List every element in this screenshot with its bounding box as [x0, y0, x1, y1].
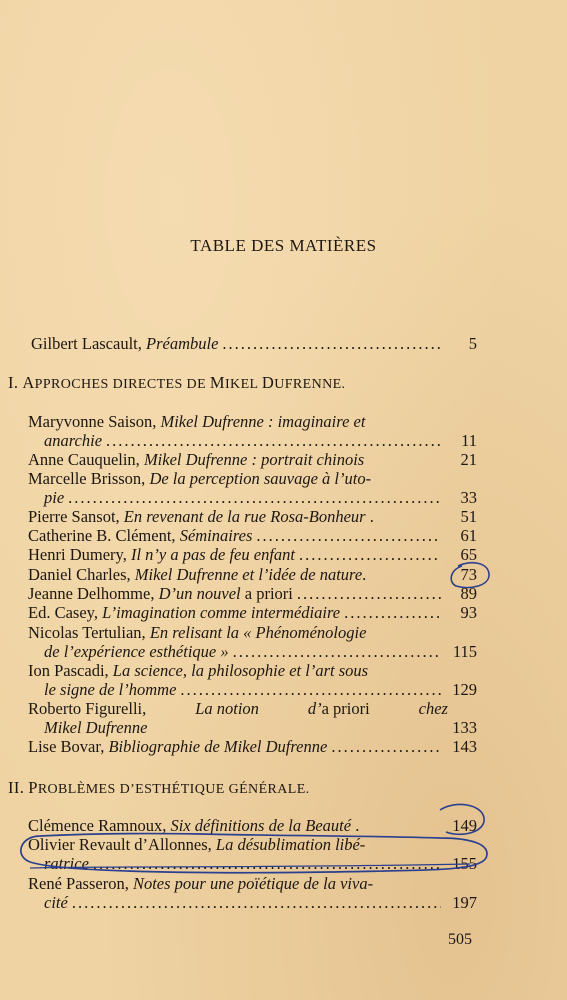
- toc-entry: Maryvonne Saison, Mikel Dufrenne : imaginaire et anarchie ..... 11: [28, 412, 477, 450]
- toc-entry: Pierre Sansot, En revenant de la rue Rosa-Bonheur . 51: [28, 507, 477, 526]
- toc-entry: Marcelle Brisson, De la perception sauvage à l’uto- pie ..... 33: [28, 469, 477, 507]
- toc-entry: Clémence Ramnoux, Six définitions de la Beauté . 149: [28, 816, 477, 835]
- toc-entry: Ed. Casey, L’imagination comme intermédiaire ..... 93: [28, 603, 477, 622]
- toc-entry: Anne Cauquelin, Mikel Dufrenne : portrait chinois 21: [28, 450, 477, 469]
- toc-entry-preamble: [31, 334, 477, 353]
- entry-page: 51: [460, 507, 477, 526]
- section-heading-2: II. PROBLÈMES D’ESTHÉTIQUE GÉNÉRALE.: [8, 778, 310, 797]
- entry-page: 129: [452, 680, 477, 699]
- entry-author: Gilbert Lascault,: [31, 334, 142, 353]
- dot-leader: [222, 334, 441, 353]
- entry-page: 73: [460, 565, 477, 584]
- entry-page: 33: [460, 488, 477, 507]
- entry-page: 21: [460, 450, 477, 469]
- toc-entry: Daniel Charles, Mikel Dufrenne et l’idée de nature . 73: [28, 565, 477, 584]
- entry-page: 155: [452, 854, 477, 873]
- toc-entry: Ion Pascadi, La science, la philosophie et l’art sous le signe de l’homme ..... 129: [28, 661, 477, 699]
- toc-entry: Catherine B. Clément, Séminaires ..... 61: [28, 526, 477, 545]
- entry-page: 65: [460, 545, 477, 564]
- entry-page: 93: [460, 603, 477, 622]
- toc-entry: Roberto Figurelli, La notion d’a priori chez Mikel Dufrenne 133: [28, 699, 477, 737]
- toc-entry: Lise Bovar, Bibliographie de Mikel Dufrenne ..... 143: [28, 737, 477, 756]
- page-title: TABLE DES MATIÈRES: [190, 236, 377, 255]
- entry-page: 149: [452, 816, 477, 835]
- page-number: 505: [448, 931, 472, 948]
- entry-page: 197: [452, 893, 477, 912]
- toc-entry: Jeanne Delhomme, D’un nouvel a priori ..... 89: [28, 584, 477, 603]
- toc-entry: Henri Dumery, Il n’y a pas de feu enfant ..... 65: [28, 545, 477, 564]
- section-heading-1: I. APPROCHES DIRECTES DE MIKEL DUFRENNE.: [8, 373, 346, 392]
- toc-entry: Nicolas Tertulian, En relisant la « Phénoménologie de l’expérience esthétique » ..... 115: [28, 623, 477, 661]
- entry-page: 143: [452, 737, 477, 756]
- toc-entry: René Passeron, Notes pour une poïétique de la viva- cité ..... 197: [28, 874, 477, 912]
- entry-title: Préambule: [146, 334, 219, 353]
- entry-page: 89: [460, 584, 477, 603]
- toc-entry: Olivier Revault d’Allonnes, La désublimation libé- ratrice ..... 155: [28, 835, 477, 873]
- entry-page: 133: [452, 718, 477, 737]
- entry-page: 11: [461, 431, 477, 450]
- entry-page: 5: [468, 334, 477, 353]
- entry-page: 115: [452, 642, 477, 661]
- entry-page: 61: [460, 526, 477, 545]
